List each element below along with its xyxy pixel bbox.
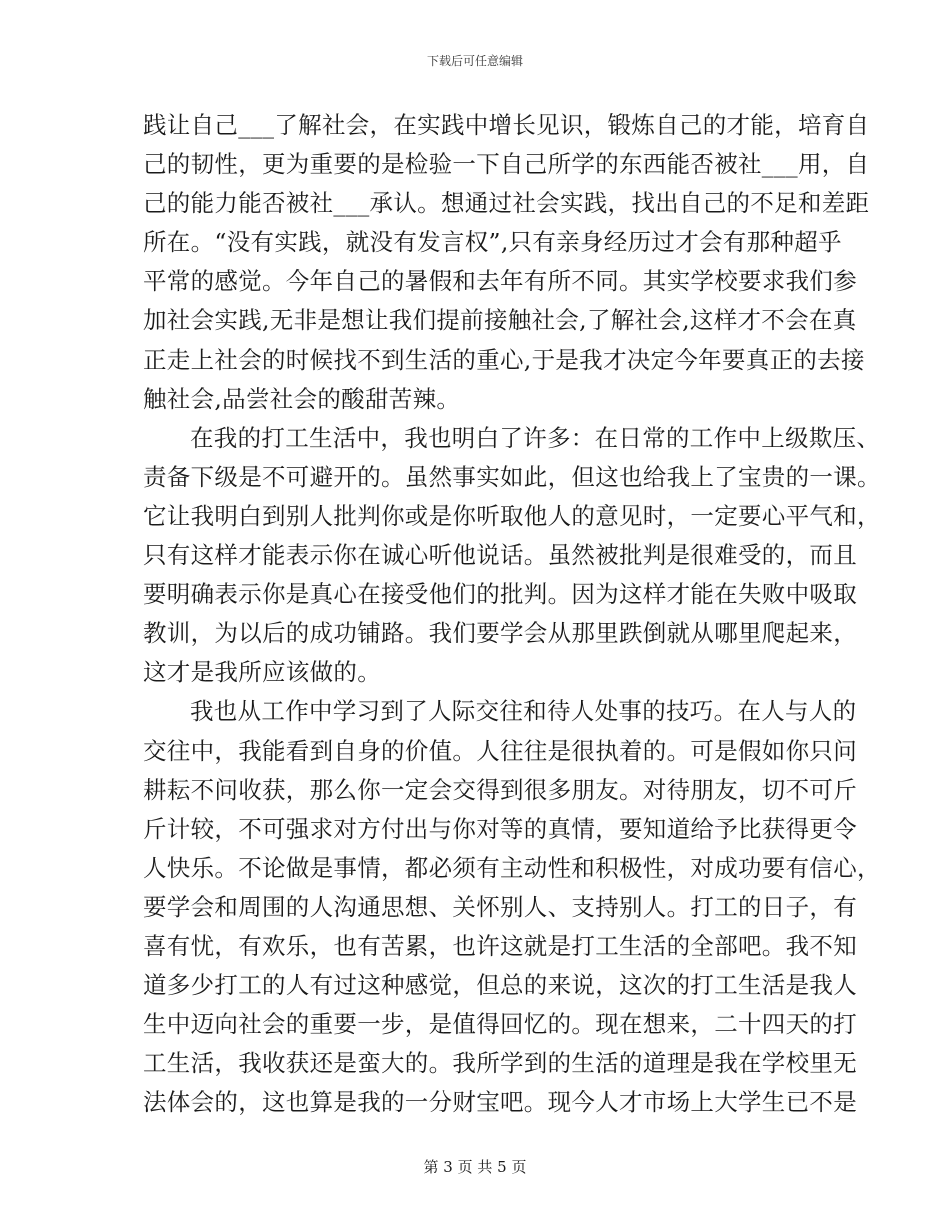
text-line: 只有这样才能表示你在诚心听他说话。虽然被批判是很难受的，而且 [143,541,857,570]
text-line: 在我的打工生活中，我也明白了许多：在日常的工作中上级欺压、 [190,423,881,452]
text-line: 道多少打工的人有过这种感觉，但总的来说，这次的打工生活是我人 [143,971,857,1000]
text-line: 耕耘不问收获，那么你一定会交得到很多朋友。对待朋友，切不可斤 [143,775,857,804]
paragraph-2 [143,419,881,693]
text-line: 所在。“没有实践，就没有发言权”,只有亲身经历过才会有那种超乎 [143,228,842,257]
page-number-footer: 第 3 页 共 5 页 [423,1158,527,1176]
text-line: 践让自己___了解社会，在实践中增长见识，锻炼自己的才能，培育自 [143,111,870,139]
text-line: 法体会的，这也算是我的一分财宝吧。现今人才市场上大学生已不是 [143,1088,857,1117]
page-header: 下载后可任意编辑 [426,54,523,68]
text-line: 责备下级是不可避开的。虽然事实如此，但这也给我上了宝贵的一课。 [143,462,881,491]
text-line: 正走上社会的时候找不到生活的重心,于是我才决定今年要真正的去接 [143,345,865,374]
text-line: 它让我明白到别人批判你或是你听取他人的意见时，一定要心平气和， [143,501,881,530]
text-line: 工生活，我收获还是蛮大的。我所学到的生活的道理是我在学校里无 [143,1049,857,1078]
text-line: 加社会实践,无非是想让我们提前接触社会,了解社会,这样才不会在真 [143,306,857,335]
text-line: 要学会和周围的人沟通思想、关怀别人、支持别人。打工的日子，有 [143,892,857,921]
text-line: 喜有忧，有欢乐，也有苦累，也许这就是打工生活的全部吧。我不知 [143,931,857,960]
paragraph-1 [143,106,870,419]
text-line: 己的能力能否被社___承认。想通过社会实践，找出自己的不足和差距 [143,189,870,218]
document-body [143,106,881,1122]
paragraph-3 [143,692,881,1122]
text-line: 我也从工作中学习到了人际交往和待人处事的技巧。在人与人的 [190,697,857,726]
text-line: 生中迈向社会的重要一步，是值得回忆的。现在想来，二十四天的打 [143,1010,857,1039]
text-line: 交往中，我能看到自身的价值。人往往是很执着的。可是假如你只问 [143,736,857,765]
text-line: 要明确表示你是真心在接受他们的批判。因为这样才能在失败中吸取 [143,580,857,609]
text-line: 教训，为以后的成功铺路。我们要学会从那里跌倒就从哪里爬起来， [143,619,857,648]
text-line: 触社会,品尝社会的酸甜苦辣。 [143,384,461,413]
text-line: 平常的感觉。今年自己的暑假和去年有所不同。其实学校要求我们参 [143,267,857,296]
text-line: 己的韧性，更为重要的是检验一下自己所学的东西能否被社___用，自 [143,150,870,179]
text-line: 这才是我所应该做的。 [143,658,381,687]
text-line: 斤计较，不可强求对方付出与你对等的真情，要知道给予比获得更令 [143,814,857,843]
text-line: 人快乐。不论做是事情，都必须有主动性和积极性，对成功要有信心， [143,853,881,882]
